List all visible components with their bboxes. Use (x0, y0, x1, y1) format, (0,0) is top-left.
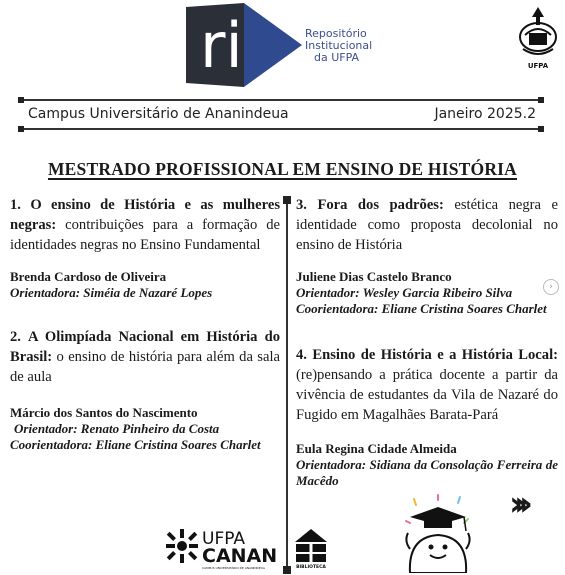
header-rule-bottom (20, 128, 542, 130)
entry-2-author: Márcio dos Santos do Nascimento (10, 405, 198, 420)
next-page-button[interactable]: › (543, 279, 559, 295)
biblioteca-logo (294, 528, 328, 572)
entry-2 (10, 327, 280, 453)
ufpa-logo-line2: CANAN (202, 545, 278, 567)
repository-name (305, 28, 415, 64)
entry-4-author: Eula Regina Cidade Almeida (296, 441, 457, 456)
entry-1-author: Brenda Cardoso de Oliveira (10, 269, 167, 284)
biblio-label: BIBLIOTECA (296, 565, 326, 570)
entry-3-number: 3. (296, 197, 307, 213)
entry-3 (296, 195, 558, 317)
ri-logo (186, 3, 302, 87)
right-column (296, 195, 558, 489)
ufpa-logo-line1: UFPA (202, 529, 246, 549)
header-rule-top (20, 99, 542, 101)
entry-2-number: 2. (10, 329, 21, 345)
left-column (10, 195, 280, 453)
repo-line-3: da UFPA (314, 51, 360, 64)
divider-cap-top (283, 196, 291, 204)
entry-4-subtitle: (re)pensando a prática docente a partir da vivência de estudantes da Vila de Nazaré do Fugido em Magalhães Barata-Pará (296, 367, 558, 423)
entry-3-title: Fora dos padrões: (317, 197, 444, 213)
graduate-character-icon (400, 493, 476, 573)
crest-label: UFPA (527, 62, 549, 70)
ufpa-crest-icon (517, 5, 559, 71)
page-title: MESTRADO PROFISSIONAL EM ENSINO DE HISTÓRIA (47, 159, 518, 179)
entry-4 (296, 345, 558, 489)
entry-2-coadvisor: Coorientadora: Eliane Cristina Soares Charlet (10, 437, 261, 452)
ufpa-canan-logo (166, 526, 284, 572)
entry-2-title: A Olimpíada Nacional em História do Brasil: (10, 329, 280, 365)
ri-logo-letters: ri (200, 9, 243, 82)
issue-date: Janeiro 2025.2 (434, 106, 536, 122)
divider-cap-bottom (283, 566, 291, 574)
ufpa-logo-sub: CAMPUS UNIVERSITÁRIO DE ANANINDEUA (202, 566, 266, 570)
entry-2-advisor: Orientador: Renato Pinheiro da Costa (14, 421, 220, 436)
next-arrows-icon[interactable]: ››› (509, 484, 525, 524)
campus-name: Campus Universitário de Ananindeua (28, 106, 289, 122)
entry-2-subtitle: o ensino de história para além da sala de aula (10, 349, 280, 385)
entry-3-coadvisor: Coorientadora: Eliane Cristina Soares Charlet (296, 301, 547, 316)
repo-line-2: Institucional (305, 39, 373, 52)
column-divider (286, 200, 288, 570)
entry-1-advisor: Orientadora: Siméia de Nazaré Lopes (10, 285, 213, 300)
repo-line-1: Repositório (305, 27, 367, 40)
entry-4-advisor: Orientadora: Sidiana da Consolação Ferreira de Macêdo (296, 457, 558, 488)
entry-3-advisor: Orientador: Wesley Garcia Ribeiro Silva (296, 285, 513, 300)
entry-3-subtitle: estética negra e identidade como proposta decolonial no ensino de História (296, 197, 558, 253)
entry-4-title: Ensino de História e a História Local: (312, 347, 558, 363)
entry-3-author: Juliene Dias Castelo Branco (296, 269, 452, 284)
entry-1 (10, 195, 280, 301)
entry-1-subtitle: contribuições para a formação de identidades negras no Ensino Fundamental (10, 217, 280, 253)
entry-1-number: 1. (10, 197, 21, 213)
entry-1-title: O ensino de História e as mulheres negras: (10, 197, 280, 233)
entry-4-number: 4. (296, 347, 307, 363)
